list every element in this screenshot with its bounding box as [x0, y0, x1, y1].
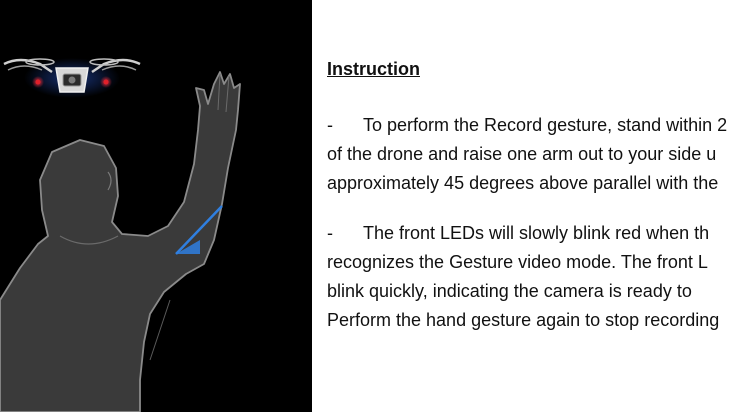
paragraph-line: approximately 45 degrees above parallel with the — [327, 173, 719, 193]
instruction-text-panel — [327, 57, 746, 377]
paragraph-line: Perform the hand gesture again to stop recording — [327, 310, 720, 330]
bullet-dash: - — [327, 223, 333, 243]
paragraph-line — [327, 219, 719, 248]
drone-icon — [4, 58, 140, 98]
paragraph-line: recognizes the Gesture video mode. The front L — [327, 252, 708, 272]
bullet-dash: - — [327, 115, 333, 135]
instruction-paragraph-led-blink — [327, 219, 719, 335]
instruction-heading: Instruction — [327, 59, 420, 79]
paragraph-line-text: To perform the Record gesture, stand within 2 — [363, 115, 728, 135]
paragraph-line-text: The front LEDs will slowly blink red when th — [363, 223, 710, 243]
paragraph-line — [327, 111, 727, 140]
person-raising-arm — [0, 72, 240, 412]
instruction-paragraph-record-gesture — [327, 111, 727, 198]
paragraph-line: of the drone and raise one arm out to your side u — [327, 144, 717, 164]
gesture-illustration — [0, 0, 312, 412]
paragraph-line: blink quickly, indicating the camera is ready to — [327, 281, 692, 301]
